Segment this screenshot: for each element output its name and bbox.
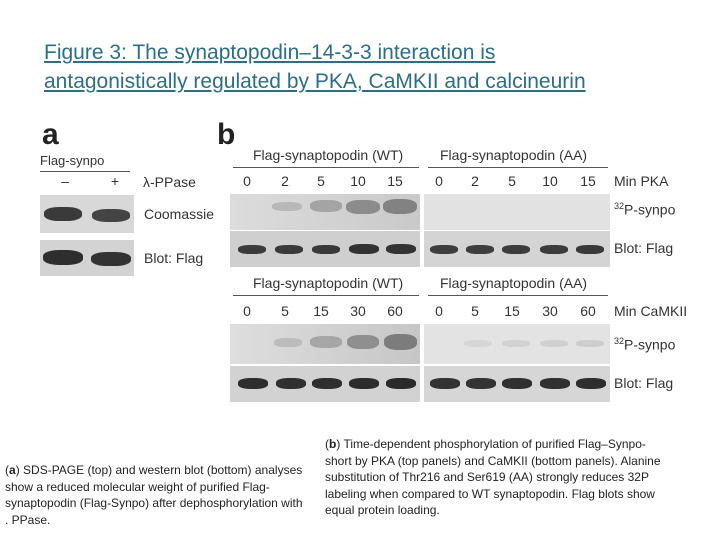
p32-text: P-synpo bbox=[624, 336, 676, 353]
pka-32p-label bbox=[614, 201, 675, 218]
camkii-wt-time: 60 bbox=[387, 303, 403, 319]
blot-band bbox=[91, 252, 131, 266]
blot-band bbox=[576, 340, 604, 347]
camkii-aa-header: Flag-synaptopodin (AA) bbox=[440, 275, 588, 291]
camkii-wt-flag-blot bbox=[230, 366, 420, 402]
blot-band bbox=[383, 199, 417, 214]
title-line-2: antagonistically regulated by PKA, CaMKII and calcineurin bbox=[44, 70, 586, 93]
pka-aa-rule bbox=[428, 167, 608, 168]
blot-band bbox=[502, 245, 530, 254]
pka-aa-time: 5 bbox=[508, 173, 516, 189]
camkii-time-label: Min CaMKII bbox=[614, 303, 688, 319]
pka-wt-time: 2 bbox=[281, 173, 289, 189]
blot-band bbox=[430, 378, 460, 389]
blot-band bbox=[275, 245, 303, 254]
coomassie-gel bbox=[40, 195, 134, 233]
panel-b-letter: b bbox=[217, 118, 236, 151]
camkii-aa-time: 0 bbox=[435, 303, 443, 319]
blot-band bbox=[502, 378, 532, 389]
pka-aa-flag-blot bbox=[424, 231, 610, 267]
caption-b: (b) Time-dependent phosphorylation of purified Flag–Synpo-short by PKA (top panels) and CaMKII (bottom panels). Alanine substitution of Thr216 and Ser619 (AA) strongly reduces 32P labeling when compared to WT synaptopodin. Flag blots show equal protein loading. bbox=[325, 437, 661, 517]
blot-band bbox=[430, 245, 458, 254]
p32-text: P-synpo bbox=[624, 201, 676, 218]
camkii-aa-flag-blot bbox=[424, 366, 610, 402]
blot-band bbox=[43, 250, 83, 265]
pka-wt-header: Flag-synaptopodin (WT) bbox=[253, 147, 404, 163]
pka-wt-flag-blot bbox=[230, 231, 420, 267]
title-line-1: Figure 3: The synaptopodin–14-3-3 interaction is bbox=[44, 41, 496, 64]
pka-wt-time: 10 bbox=[350, 173, 366, 189]
blot-band bbox=[312, 245, 340, 254]
camkii-flag-label: Blot: Flag bbox=[614, 375, 674, 391]
p32-superscript: 32 bbox=[614, 336, 625, 346]
camkii-aa-time: 15 bbox=[504, 303, 520, 319]
pka-aa-header: Flag-synaptopodin (AA) bbox=[440, 147, 588, 163]
blot-band bbox=[540, 245, 568, 254]
blot-band bbox=[464, 340, 492, 347]
caption-b-letter: b bbox=[329, 437, 337, 451]
gel-band bbox=[44, 207, 82, 221]
camkii-aa-rule bbox=[428, 295, 608, 296]
panel-a-lane-minus: – bbox=[61, 173, 69, 189]
camkii-wt-rule bbox=[233, 295, 419, 296]
camkii-wt-time: 0 bbox=[243, 303, 251, 319]
caption-a: (a) SDS-PAGE (top) and western blot (bottom) analyses show a reduced molecular weight of purified Flag-synaptopodin (Flag-Synpo) after dephosphorylation with . PPase. bbox=[5, 463, 303, 527]
panel-a-letter: a bbox=[42, 118, 59, 151]
camkii-wt-32p-blot bbox=[230, 324, 420, 364]
blot-band bbox=[349, 244, 379, 254]
pka-wt-32p-blot bbox=[230, 194, 420, 230]
blot-band bbox=[310, 336, 342, 348]
blot-band bbox=[466, 378, 496, 389]
blot-band bbox=[312, 378, 342, 389]
panel-a-construct-rule bbox=[40, 171, 130, 172]
caption-a-letter: a bbox=[9, 463, 16, 477]
camkii-aa-time: 60 bbox=[580, 303, 596, 319]
pka-aa-time: 2 bbox=[471, 173, 479, 189]
panel-a-treatment-label: λ-PPase bbox=[143, 174, 196, 190]
blot-band bbox=[576, 378, 606, 389]
blot-band bbox=[349, 378, 379, 389]
blot-band bbox=[386, 378, 416, 389]
camkii-aa-time: 30 bbox=[542, 303, 558, 319]
pka-wt-time: 15 bbox=[387, 173, 403, 189]
camkii-aa-time: 5 bbox=[471, 303, 479, 319]
blot-band bbox=[346, 200, 380, 214]
camkii-wt-time: 15 bbox=[313, 303, 329, 319]
caption-a-text: ) SDS-PAGE (top) and western blot (bottom) analyses show a reduced molecular weight of purified Flag-synaptopodin (Flag-Synpo) after dephosphorylation with . PPase. bbox=[5, 463, 303, 527]
blot-band bbox=[347, 335, 379, 349]
blot-band bbox=[384, 334, 417, 350]
blot-band bbox=[274, 338, 302, 347]
blot-band bbox=[238, 378, 268, 389]
blot-band bbox=[386, 244, 416, 254]
panel-a-construct-label: Flag-synpo bbox=[40, 153, 105, 168]
gel-band bbox=[92, 209, 130, 222]
pka-aa-32p-blot bbox=[424, 194, 610, 230]
pka-wt-rule bbox=[233, 167, 419, 168]
panel-a-row2-label: Blot: Flag bbox=[144, 250, 204, 266]
blot-band bbox=[466, 245, 494, 254]
p32-superscript: 32 bbox=[614, 201, 625, 211]
slide-title bbox=[44, 38, 704, 96]
blot-band bbox=[502, 340, 530, 347]
camkii-wt-time: 30 bbox=[350, 303, 366, 319]
blot-band bbox=[276, 378, 306, 389]
pka-time-label: Min PKA bbox=[614, 173, 669, 189]
camkii-32p-label bbox=[614, 336, 675, 353]
blot-band bbox=[576, 245, 604, 254]
panel-a-row1-label: Coomassie bbox=[144, 206, 215, 222]
blot-band bbox=[238, 245, 266, 254]
flag-blot-a bbox=[40, 240, 134, 276]
blot-band bbox=[272, 202, 302, 211]
blot-band bbox=[540, 340, 568, 347]
camkii-wt-time: 5 bbox=[281, 303, 289, 319]
pka-wt-time: 5 bbox=[317, 173, 325, 189]
camkii-aa-32p-blot bbox=[424, 324, 610, 364]
caption-b-text: ) Time-dependent phosphorylation of purified Flag–Synpo-short by PKA (top panels) and CaMKII (bottom panels). Alanine substitution of Thr216 and Ser619 (AA) strongly reduces 32P labeling when compared to WT synaptopodin. Flag blots show equal protein loading. bbox=[325, 437, 661, 517]
blot-band bbox=[540, 378, 570, 389]
pka-flag-label: Blot: Flag bbox=[614, 240, 674, 256]
pka-aa-time: 0 bbox=[435, 173, 443, 189]
camkii-wt-header: Flag-synaptopodin (WT) bbox=[253, 275, 404, 291]
pka-aa-time: 10 bbox=[542, 173, 558, 189]
blot-band bbox=[310, 200, 342, 212]
pka-aa-time: 15 bbox=[580, 173, 596, 189]
panel-a-lane-plus: + bbox=[110, 173, 120, 189]
pka-wt-time: 0 bbox=[243, 173, 251, 189]
